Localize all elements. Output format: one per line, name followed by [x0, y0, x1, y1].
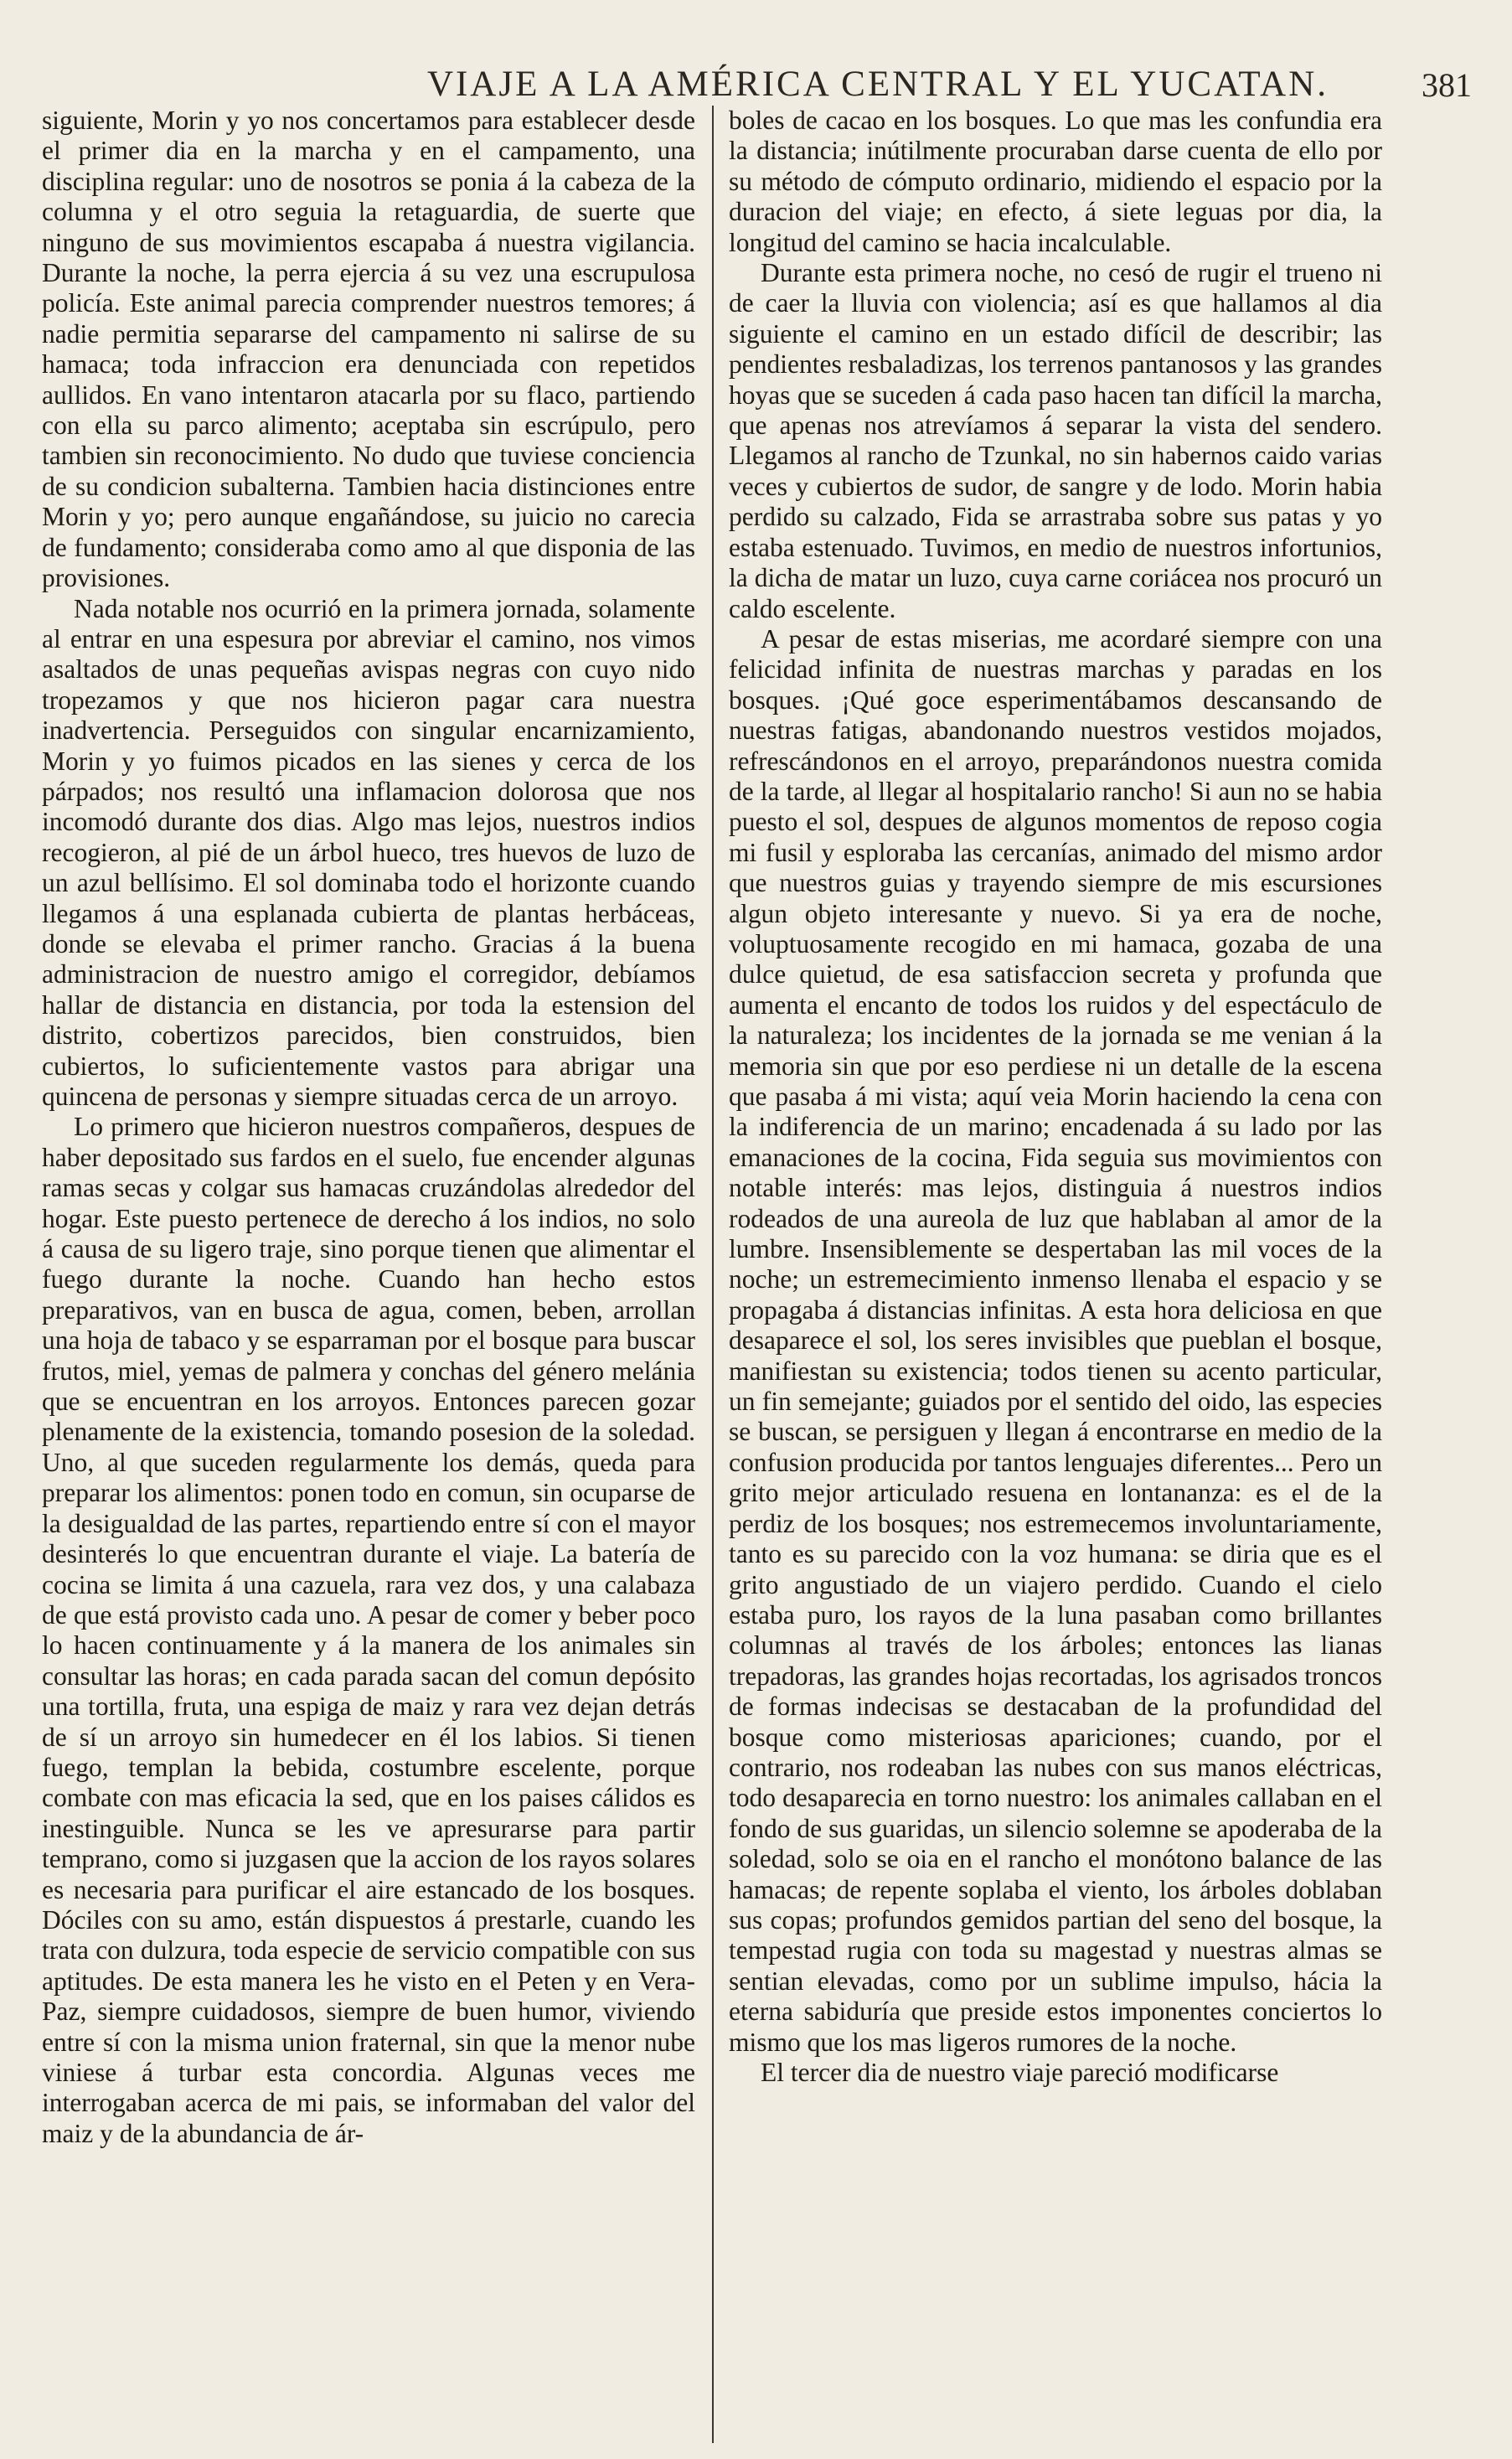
right-column: [729, 106, 1382, 2088]
paragraph: boles de cacao en los bosques. Lo que mas les confundia era la distancia; inútilmente procuraban darse cuenta de ello por su método de cómputo ordinario, midiendo el espacio por la duracion del viaje; en efecto, á siete leguas por dia, la longitud del camino se hacia incalculable.: [729, 106, 1382, 257]
paragraph: A pesar de estas miserias, me acordaré siempre con una felicidad infinita de nuestras marchas y paradas en los bosques. ¡Qué goce esperimentábamos descansando de nuestras fatigas, abandonando nuestros vestidos mojados, refrescándonos en el arroyo, preparándonos nuestra comida de la tarde, al llegar al hospitalario rancho! Si aun no se habia puesto el sol, despues de algunos momentos de reposo cogia mi fusil y esploraba las cercanías, animado del mismo ardor que nuestros guias y trayendo siempre de mis escursiones algun objeto interesante y nuevo. Si ya era de noche, voluptuosamente recogido en mi hamaca, gozaba de una dulce quietud, de esa satisfaccion secreta y profunda que aumenta el encanto de todos los ruidos y del espectáculo de la naturaleza; los incidentes de la jornada se me venian á la memoria sin que por eso perdiese ni un detalle de la escena que pasaba á mi vista; aquí veia Morin haciendo la cena con la indiferencia de un marino; encadenada á su lado por las emanaciones de la cocina, Fida seguia sus movimientos con notable interés: mas lejos, distinguia á nuestros indios rodeados de una aureola de luz que hablaban al amor de la lumbre. Insensiblemente se despertaban las mil voces de la noche; un estremecimiento inmenso llenaba el espacio y se propagaba á distancias infinitas. A esta hora deliciosa en que desaparece el sol, los seres invisibles que pueblan el bosque, manifiestan su existencia; todos tienen su acento particular, un fin semejante; guiados por el sentido del oido, las especies se buscan, se persiguen y llegan á encontrarse en medio de la confusion producida por tantos lenguajes diferentes... Pero un grito mejor articulado resuena en lontananza: es el de la perdiz de los bosques; nos estremecemos involuntariamente, tanto es su parecido con la voz humana: se diria que es el grito angustiado de un viajero perdido. Cuando el cielo estaba puro, los rayos de la luna pasaban como brillantes columnas al través de los árboles; entonces las lianas trepadoras, las grandes hojas recortadas, los agrisados troncos de formas indecisas se destacaban de la profundidad del bosque como misteriosas apariciones; cuando, por el contrario, nos rodeaban las nubes con sus manos eléctricas, todo desaparecia en torno nuestro: los animales callaban en el fondo de sus guaridas, un silencio solemne se apoderaba de la soledad, solo se oia en el rancho el monótono balance de las hamacas; de repente soplaba el viento, los árboles doblaban sus copas; profundos gemidos partian del seno del bosque, la tempestad rugia con toda su magestad y nuestras almas se sentian elevadas, como por un sublime impulso, hácia la eterna sabiduría que preside estos imponentes conciertos lo mismo que los mas ligeros rumores de la noche.: [729, 623, 1382, 2057]
running-title: VIAJE A LA AMÉRICA CENTRAL Y EL YUCATAN.: [426, 65, 1329, 104]
left-column: [42, 106, 695, 2149]
paragraph: Lo primero que hicieron nuestros compañeros, despues de haber depositado sus fardos en el suelo, fue encender algunas ramas secas y colgar sus hamacas cruzándolas alrededor del hogar. Este puesto pertenece de derecho á los indios, no solo á causa de su ligero traje, sino porque tienen que alimentar el fuego durante la noche. Cuando han hecho estos preparativos, van en busca de agua, comen, beben, arrollan una hoja de tabaco y se esparraman por el bosque para buscar frutos, miel, yemas de palmera y conchas del género melánia que se encuentran en los arroyos. Entonces parecen gozar plenamente de la existencia, tomando posesion de la soledad. Uno, al que suceden regularmente los demás, queda para preparar los alimentos: ponen todo en comun, sin ocuparse de la desigualdad de las partes, repartiendo entre sí con el mayor desinterés lo que encuentran durante el viaje. La batería de cocina se limita á una cazuela, rara vez dos, y una calabaza de que está provisto cada uno. A pesar de comer y beber poco lo hacen continuamente y á la manera de los animales sin consultar las horas; en cada parada sacan del comun depósito una tortilla, fruta, una espiga de maiz y rara vez dejan detrás de sí un arroyo sin humedecer en él los labios. Si tienen fuego, templan la bebida, costumbre escelente, porque combate con mas eficacia la sed, que en los paises cálidos es inestinguible. Nunca se les ve apresurarse para partir temprano, como si juzgasen que la accion de los rayos solares es necesaria para purificar el aire estancado de los bosques. Dóciles con su amo, están dispuestos á prestarle, cuando les trata con dulzura, toda especie de servicio compatible con sus aptitudes. De esta manera les he visto en el Peten y en Vera-Paz, siempre cuidadosos, siempre de buen humor, viviendo entre sí con la misma union fraternal, sin que la menor nube viniese á turbar esta concordia. Algunas veces me interrogaban acerca de mi pais, se informaban del valor del maiz y de la abundancia de ár-: [42, 1112, 695, 2148]
paragraph: Durante esta primera noche, no cesó de rugir el trueno ni de caer la lluvia con violencia; así es que hallamos al dia siguiente el camino en un estado difícil de describir; las pendientes resbaladizas, los terrenos pantanosos y las grandes hoyas que se suceden á cada paso hacen tan difícil la marcha, que apenas nos atrevíamos á separar la vista del sendero. Llegamos al rancho de Tzunkal, no sin habernos caido varias veces y cubiertos de sudor, de sangre y de lodo. Morin habia perdido su calzado, Fida se arrastraba sobre sus patas y yo estaba estenuado. Tuvimos, en medio de nuestros infortunios, la dicha de matar un luzo, cuya carne coriácea nos procuró un caldo escelente.: [729, 258, 1382, 623]
page-number: 381: [1422, 66, 1472, 104]
paragraph: Nada notable nos ocurrió en la primera jornada, solamente al entrar en una espesura por abreviar el camino, nos vimos asaltados de unas pequeñas avispas negras con cuyo nido tropezamos y que nos hicieron pagar cara nuestra inadvertencia. Perseguidos con singular encarnizamiento, Morin y yo fuimos picados en las sienes y cerca de los párpados; nos resultó una inflamacion dolorosa que nos incomodó durante dos dias. Algo mas lejos, nuestros indios recogieron, al pié de un árbol hueco, tres huevos de luzo de un azul bellísimo. El sol dominaba todo el horizonte cuando llegamos á una esplanada cubierta de plantas herbáceas, donde se elevaba el primer rancho. Gracias á la buena administracion de nuestro amigo el corregidor, debíamos hallar de distancia en distancia, por toda la estension del distrito, cobertizos parecidos, bien construidos, bien cubiertos, lo suficientemente vastos para abrigar una quincena de personas y siempre situadas cerca de un arroyo.: [42, 593, 695, 1111]
paragraph: El tercer dia de nuestro viaje pareció modificarse: [761, 2058, 1279, 2087]
paragraph: siguiente, Morin y yo nos concertamos para establecer desde el primer dia en la marcha y en el campamento, una disciplina regular: uno de nosotros se ponia á la cabeza de la columna y el otro seguia la retaguardia, de suerte que ninguno de sus movimientos escapaba á nuestra vigilancia. Durante la noche, la perra ejercia á su vez una escrupulosa policía. Este animal parecia comprender nuestros temores; á nadie permitia separarse del campamento ni salirse de su hamaca; toda infraccion era denunciada con repetidos aullidos. En vano intentaron atacarla por su flaco, partiendo con ella su parco alimento; aceptaba sin escrúpulo, pero tambien sin reconocimiento. No dudo que tuviese conciencia de su condicion subalterna. Tambien hacia distinciones entre Morin y yo; pero aunque engañándose, su juicio no carecia de fundamento; consideraba como amo al que disponia de las provisiones.: [42, 106, 695, 593]
column-divider: [712, 106, 714, 2443]
